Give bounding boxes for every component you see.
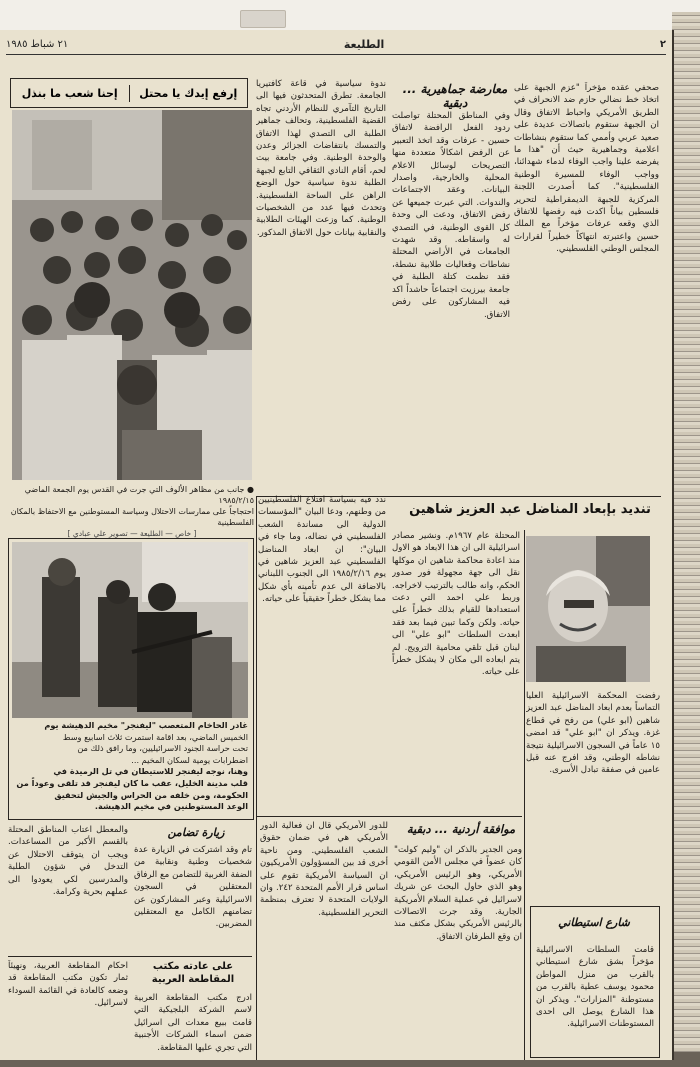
sahin-col3: ندد فيه بسياسة اقتلاع الفلسطينيين من وطنهم، ودعا البيان "المؤسسات الدولية الى مساندة الشعب الفلسطيني في نضاله، وما جاء في البيان": ان ابعاد المناضل الفلسطيني عبد العزيز شاهين في يوم ١٩٨٥/٢/١٦ الى الجنوب اللبناني بالاضافة الى عدم تأمينه بأي شكل مما يشكل خطراً حقيقياً على حياته.: [258, 495, 386, 605]
demonstration-photo: [12, 110, 252, 480]
divider: [8, 956, 252, 957]
photo2-caption-line: الوعد المستوطنين في مخيم الدهيشة.: [94, 801, 248, 812]
sahin-portrait-image: [526, 536, 650, 682]
solidarity-col2: والمعطل اعتاب المناطق المحتلة بالقسم الأكبر من المساعدات. ويجب ان يتوقف الاحتلال عن التدخل في شؤون الطلبة والمدرسين لكي يعودوا الى عملهم بحرية وكرامة.: [8, 825, 128, 898]
mass-opposition-col3: ندوة سياسية في قاعة كافتيريا الجامعة. تطرق المتحدثون فيها الى التاريخ التآمري للنظام الأردني تجاه القضية الفلسطينية، وتحالف جماهير الطلبة الى التصدي لهذا الاتفاق والتمسك بانتفاضات الجزائر وعدن والوحدة الوطنية. وفي جامعة بيت لحم، أقام النادي الثقافي التابع لجبهة الطلبة ندوة سياسية حول الوضع الراهن على الساحة الفلسطينية. وتحدث فيها عدد من الشخصيات الوطنية. كما وزعت الهيئات الطلابية والنقابية بيانات حول الاتفاق المذكور.: [256, 79, 386, 238]
newspaper-page: [0, 30, 672, 1060]
banner-right-slogan: إرفع إيدك يا محتل: [139, 86, 238, 100]
jordanian-col1: ومن الجدير بالذكر ان "وليم كولت" كان عضواً في مجلس الأمن القومي الأمريكي، وهو الرئيس الأمريكي، وهو الذي حاول البحث عن شريك لاسرائيل في عملية السلام الأمريكية الجارية. وقد جرت الاتصالات بالرئيس الأمريكي بشكل مكثف منذ ان وقع الطرفان الاتفاق.: [394, 845, 522, 942]
header-paper-name: الطليعة: [343, 37, 385, 51]
header-date: ٢١ شباط ١٩٨٥: [6, 38, 69, 50]
banner-left-slogan: إحنا شعب ما بنذل: [11, 85, 130, 102]
header-page-number: ٢: [659, 38, 666, 50]
solidarity-headline: زيارة تضامن: [167, 826, 225, 839]
divider: [524, 530, 525, 1060]
photo2-caption-line: وهنا، نوجه ليفنجر للاستيطان في تل الرميدة في: [53, 766, 248, 777]
settler-photo-image: [12, 542, 248, 718]
settler-photo: [12, 542, 248, 718]
photo1-caption: [10, 484, 254, 539]
page-top-strip: [0, 0, 700, 30]
photo2-caption-line: قلب مدينة الخليل، عقب ما كان ليفنجر قد تلقى وعوداً من: [16, 777, 248, 788]
sahin-headline: تنديد بإبعاد المناضل عبد العزيز شاهين: [409, 502, 651, 517]
page-stack-edge: [672, 12, 700, 1052]
mass-opposition-headline: معارضة جماهيرية ... دبقية: [402, 82, 508, 110]
photo1-caption-line: ● جانب من مظاهر الألوف التي جرت في القدس يوم الجمعة الماضي ١٩٨٥/٢/١٥: [24, 485, 254, 505]
photo2-caption: [12, 720, 248, 813]
divider: [256, 496, 257, 1060]
photo1-caption-line: احتجاجاً على ممارسات الاحتلال وسياسة المستوطنين مع الاحتفاظ بالمكان الفلسطينية: [10, 507, 254, 527]
boycott-col2: احكام المقاطعة العربية، ونهيئاً ثمار تكون مكتب المقاطعة قد وضعه كالعادة في القائمة السوداء لاسرائيل.: [8, 961, 128, 1009]
jordanian-approval-headline: موافقة أردنية ... دبقية: [406, 822, 516, 836]
binder-clip: [240, 10, 286, 28]
boycott-col1: ادرج مكتب المقاطعة العربية لاسم الشركة البلجيكية التي قامت ببيع معدات الى اسرائيل ضمن اسماء الشركات الأجنبية التي تجري عليها المقاطعة.: [134, 993, 252, 1053]
boycott-headline: على عادته مكتب المقاطعة العربية: [151, 961, 235, 985]
jordanian-col2: للدور الأمريكي قال ان فعالية الدور الأمريكي هي في ضمان حقوق الشعب الفلسطيني. ومن ناحية أخرى قد بين المسؤولون الأمريكيون ان السياسة الأمريكية تقوم على اساس قرار الأمم المتحدة ٢٤٢. وان الولايات المتحدة لا تعترف بمنظمة التحرير الفلسطينية.: [260, 821, 388, 918]
photo2-caption-line: الخميس الماضي، بعد اقامة استمرت ثلاث اسابيع وسط: [62, 731, 248, 742]
photo1-caption-credit: [ خاص — الطليعة — تصوير علي عبادي ]: [67, 529, 197, 538]
divider: [256, 816, 522, 817]
crowd-photo-image: [12, 110, 252, 480]
sahin-bottom-col: رفضت المحكمة الاسرائيلية العليا التماساً بعدم ابعاد المناضل عبد العزيز شاهين (ابو علي) من رفح في قطاع غزة. ويذكر ان "ابو علي" قد امضى ١٥ عاماً في السجون الاسرائيلية نتيجة نشاطه الوطني، وقد افرج عنه قبل عامين في صفقة تبادل الأسرى.: [526, 691, 660, 776]
photo2-caption-line: اضطرابات يومية لسكان المخيم ...: [131, 754, 248, 765]
settlement-street-headline: شارع استيطاني: [558, 916, 630, 929]
photo2-caption-line: غادر الحاخام المتعصب "ليفنجر" مخيم الدهيشة يوم: [44, 720, 248, 730]
sahin-col1: المحتلة عام ١٩٦٧م. ونشير مصادر اسرائيلية الى ان هذا الابعاد هو الاول منذ اعادة محاكمة شاهين ان موكلها نقل الى جهة مجهولة فور صدور الحكم، وانه طالب بالترتيب لاخراجه. وربط علي احمد التي دعت استعدادها للقيام بذلك خطراً على حياته. ولكن وكما تبين فيما بعد فقد ابعدت السلطات "ابو علي" الى لبنان قبل تلقي محامية الترويج. لم يتم ابعاده الى مكان لا يشكل خطراً على حياته.: [392, 531, 520, 678]
mass-opposition-col2: وفي المناطق المحتلة تواصلت ردود الفعل الرافضة لاتفاق حسين - عرفات وقد اتخذ التعبير عن الرفض اشكالاً متعددة منها التصريحات لوسائل الاعلام المحلية والخارجية، واصدار البيانات. وعقد الاجتماعات والندوات. التي عبرت جميعها عن رفض الاتفاق، ودعت الى وحدة كل القوى الوطنية، في التصدي له واسقاطه. وقد شهدت الجامعات في الأراضي المحتلة نشاطات وفعاليات طلابية نشطة، فقد نظمت كتلة الطلبة في جامعة بيرزيت اجتماعاً حاشداً اكد فيه المشاركون على رفض الاتفاق.: [392, 111, 510, 320]
mass-opposition-col1: صحفي عقده مؤخراً "عزم الجبهة على اتخاذ خط نضالي حازم ضد الانحراف في الطريق الأمريكي واحباط الاتفاق وقال ان الجبهة ستقوم باتصالات عديدة على صعيد عربي وأممي كما ستقوم بنشاطات اعلامية وجماهيرية حيث أن "هذا ما يفرضه علينا واجب الوفاء لدماء شهدائنا، وواجب الوفاء للمسيرة الوطنية الفلسطينية". كما أصدرت اللجنة المركزية للجبهة الديمقراطية لتحرير فلسطين بياناً اكدت فيه رفضها للاتفاق الذي وقعه عرفات مؤخراً مع الملك حسين واعتبرته انتهاكاً خطيراً لقرارات المجلس الوطني الفلسطيني.: [514, 83, 659, 255]
settlement-street-col: قامت السلطات الاسرائيلية مؤخراً بشق شارع استيطاني بالقرب من منزل المواطن محمود يوسف عطية بالقرب من مستوطنة "المزارات". ويذكر ان هذا الشارع يوصل الى احدى المستوطنات الاسرائيلية.: [536, 945, 654, 1030]
page-header: [6, 34, 666, 55]
photo2-caption-line: تحت حراسة الجنود الاسرائيليين، وما رافق ذلك من: [77, 743, 248, 754]
top-banner: [10, 78, 248, 108]
solidarity-col1: تام وقد اشتركت في الزيارة عدة شخصيات وطنية ونقابية من الضفة الغربية للتضامن مع الرفاق المعتقلين في السجون الاسرائيلية وعبر المشاركون عن تضامنهم الكامل مع المعتقلين المضربين.: [134, 845, 252, 930]
sahin-photo: [526, 536, 650, 682]
photo2-caption-line: الحكومة، ومن خلفه من الحراس والجيش لتحقيق: [54, 789, 248, 800]
